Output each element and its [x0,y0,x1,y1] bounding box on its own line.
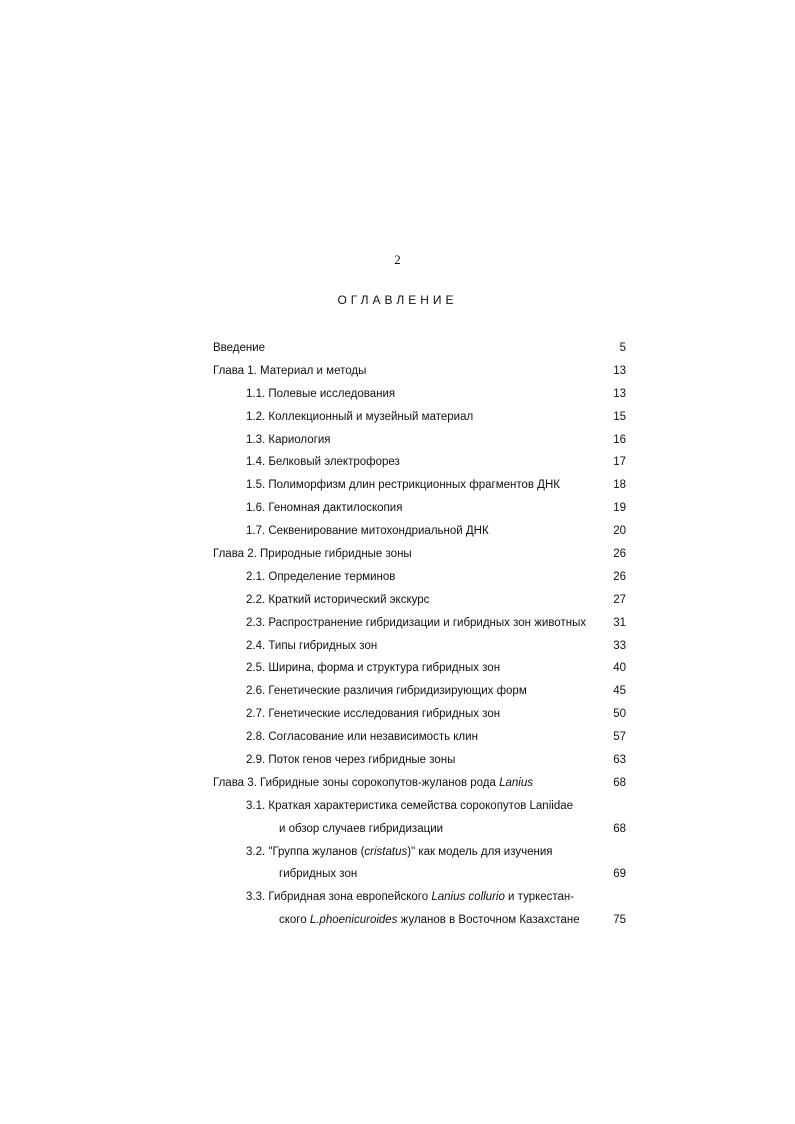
toc-entry-title: Глава 1. Материал и методы [213,364,367,377]
toc-title: ОГЛАВЛЕНИЕ [337,293,458,307]
toc-entry-title: 3.2. "Группа жуланов (cristatus)" как модель для изучения [246,845,553,858]
toc-entry-3-1[interactable] [213,798,628,821]
toc-entry-1-4[interactable] [213,454,628,477]
toc-entry-title: Глава 2. Природные гибридные зоны [213,548,412,561]
toc-entry-page: 33 [613,639,626,652]
toc-entry-1-3[interactable] [213,432,628,455]
toc-entry-2-9[interactable] [213,752,628,775]
toc-entry-title: 2.7. Генетические исследования гибридных зон [246,708,501,721]
toc-entry-title: 1.2. Коллекционный и музейный материал [246,410,474,423]
toc-entry-page: 17 [613,456,626,469]
toc-entry-chapter-2[interactable] [213,546,628,569]
page-number: 2 [394,252,401,267]
toc-entry-title: 3.3. Гибридная зона европейского Lanius collurio и туркестан- [246,891,575,904]
toc-entry-page: 68 [613,776,626,789]
toc-entry-3-1-continued[interactable] [213,821,628,844]
toc-entry-title: 2.8. Согласование или независимость клин [246,731,478,744]
toc-entry-page: 19 [613,502,626,515]
toc-entry-1-1[interactable] [213,386,628,409]
toc-entry-3-2[interactable] [213,844,628,867]
toc-entry-title: 2.5. Ширина, форма и структура гибридных зон [246,662,501,675]
toc-entry-title: 1.6. Геномная дактилоскопия [246,502,403,515]
toc-entry-2-1[interactable] [213,569,628,592]
toc-entry-page: 69 [613,868,626,881]
toc-entry-title: Глава 3. Гибридные зоны сорокопутов-жуланов рода Lanius [213,776,534,789]
toc-entry-title: Введение [213,342,266,354]
toc-entry-title: 1.5. Полиморфизм длин рестрикционных фрагментов ДНК [246,479,560,492]
toc-entry-title: ского L.phoenicuroides жуланов в Восточном Казахстане [279,914,580,927]
toc-entry-1-7[interactable] [213,523,628,546]
toc-entry-page: 5 [619,342,626,354]
toc-entry-page: 40 [613,662,626,675]
latin-name: Lanius [499,776,534,789]
toc-entry-page: 68 [613,822,626,835]
toc-entry-page: 31 [613,616,626,629]
toc-entry-2-5[interactable] [213,660,628,683]
toc-entry-2-2[interactable] [213,592,628,615]
toc-entry-1-5[interactable] [213,477,628,500]
toc-entry-3-3-continued[interactable] [213,912,628,935]
toc-entry-title: 2.3. Распространение гибридизации и гибридных зон животных [246,616,587,629]
toc-entry-title: 1.4. Белковый электрофорез [246,456,400,469]
toc-entry-page: 45 [613,685,626,698]
toc-entry-page: 18 [613,479,626,492]
toc-entry-page: 63 [613,754,626,767]
toc-entry-title: 1.1. Полевые исследования [246,387,396,400]
toc-entry-title: 2.4. Типы гибридных зон [246,639,378,652]
toc-entry-title: гибридных зон [279,868,358,881]
toc-entry-2-3[interactable] [213,615,628,638]
toc-entry-page: 16 [613,433,626,446]
toc-entry-page: 13 [613,364,626,377]
toc-entry-page: 75 [613,914,626,927]
toc-entry-page: 13 [613,387,626,400]
toc-entry-2-7[interactable] [213,706,628,729]
toc-entry-title: 2.9. Поток генов через гибридные зоны [246,754,456,767]
toc-entry-3-3[interactable] [213,889,628,912]
toc-entry-title: 3.1. Краткая характеристика семейства сорокопутов Laniidae [246,799,574,812]
toc-entry-title: 2.1. Определение терминов [246,570,396,583]
toc-entry-page: 20 [613,525,626,538]
toc-entry-3-2-continued[interactable] [213,866,628,889]
toc-entry-2-4[interactable] [213,638,628,661]
toc-entry-title: 2.2. Краткий исторический экскурс [246,593,430,606]
toc-entry-title: 1.7. Секвенирование митохондриальной ДНК [246,525,489,538]
toc-entry-title: 2.6. Генетические различия гибридизирующих форм [246,685,527,698]
toc-entry-title: 1.3. Кариология [246,433,331,446]
toc-entry-chapter-1[interactable] [213,363,628,386]
latin-name: Lanius collurio [431,891,505,904]
latin-name: L.phoenicuroides [309,914,398,927]
toc-entry-1-2[interactable] [213,409,628,432]
toc-entry-2-6[interactable] [213,683,628,706]
toc-entry-1-6[interactable] [213,500,628,523]
latin-name: cristatus [364,845,408,858]
toc-entry-page: 15 [613,410,626,423]
toc-entry-page: 27 [613,593,626,606]
toc-entry-2-8[interactable] [213,729,628,752]
toc-entry-page: 50 [613,708,626,721]
toc-entry-title: и обзор случаев гибридизации [279,822,444,835]
table-of-contents [213,340,628,935]
toc-entry-chapter-3[interactable] [213,775,628,798]
toc-entry-page: 57 [613,731,626,744]
toc-entry-introduction[interactable] [213,340,628,363]
toc-entry-page: 26 [613,548,626,561]
toc-entry-page: 26 [613,570,626,583]
